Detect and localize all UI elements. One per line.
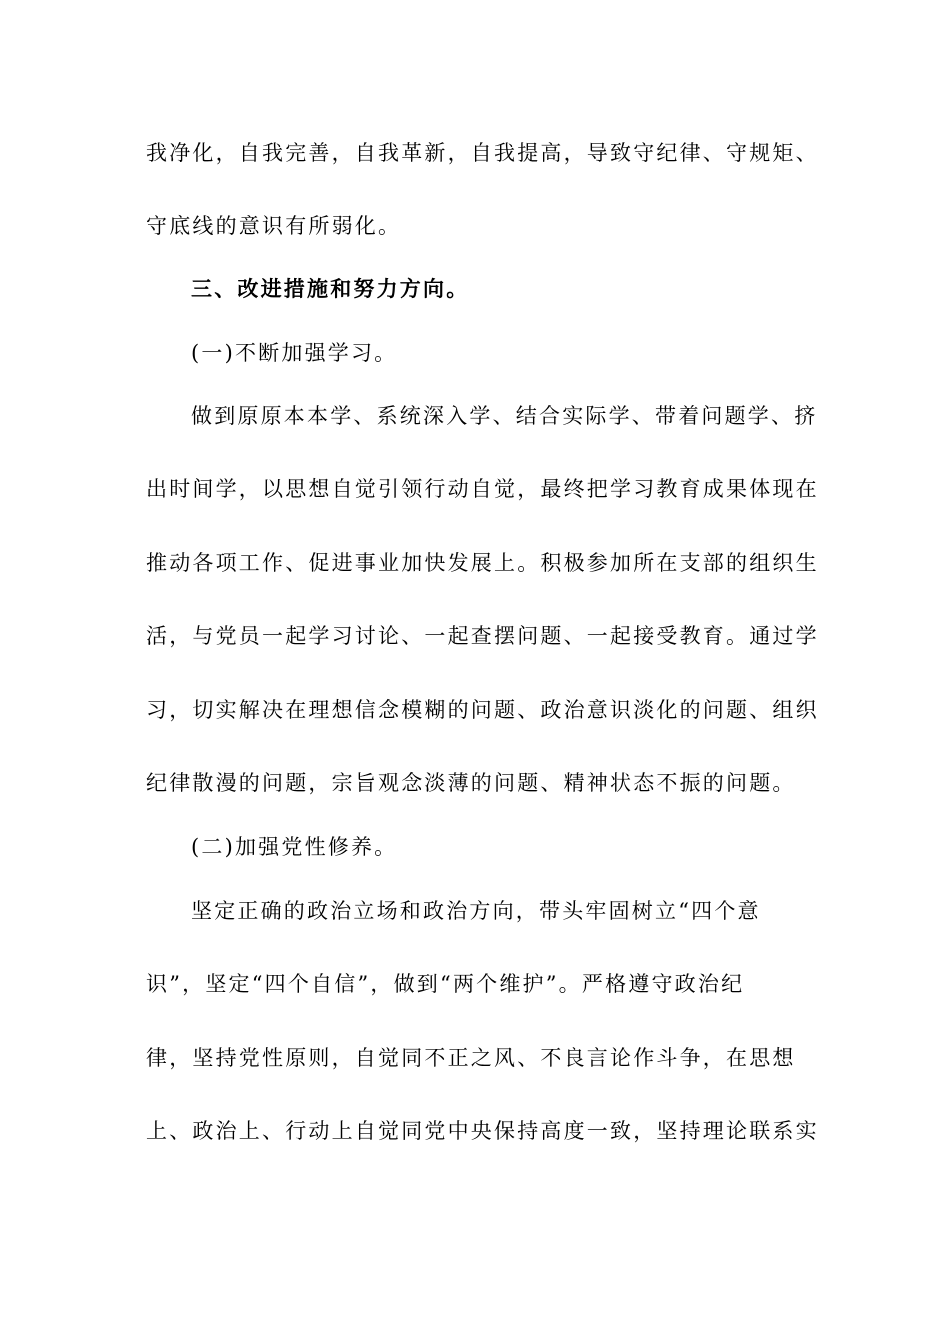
paragraph-line: 识”，坚定“四个自信”，做到“两个维护”。严格遵守政治纪 — [146, 972, 745, 996]
paragraph-line: 上、政治上、行动上自觉同党中央保持高度一致，坚持理论联系实 — [146, 1119, 819, 1143]
paragraph-line: 出时间学，以思想自觉引领行动自觉，最终把学习教育成果体现在 — [146, 477, 819, 501]
paragraph-line: 纪律散漫的问题，宗旨观念淡薄的问题、精神状态不振的问题。 — [146, 771, 796, 795]
section-heading: 三、改进措施和努力方向。 — [191, 276, 470, 301]
paragraph-line: 做到原原本本学、系统深入学、结合实际学、带着问题学、挤 — [191, 404, 818, 428]
paragraph-line: 坚定正确的政治立场和政治方向，带头牢固树立“四个意 — [191, 899, 761, 923]
paragraph-line: 活，与党员一起学习讨论、一起查摆问题、一起接受教育。通过学 — [146, 624, 819, 648]
paragraph-line: 推动各项工作、促进事业加快发展上。积极参加所在支部的组织生 — [146, 551, 819, 575]
paragraph-line: 我净化，自我完善，自我革新，自我提高，导致守纪律、守规矩、 — [146, 141, 819, 165]
paragraph-line: 律，坚持党性原则，自觉同不正之风、不良言论作斗争，在思想 — [146, 1046, 796, 1070]
subsection-heading: (二)加强党性修养。 — [191, 835, 398, 859]
paragraph-line: 守底线的意识有所弱化。 — [146, 214, 402, 238]
paragraph-line: 习，切实解决在理想信念模糊的问题、政治意识淡化的问题、组织 — [146, 698, 819, 722]
subsection-heading: (一)不断加强学习。 — [191, 341, 398, 365]
